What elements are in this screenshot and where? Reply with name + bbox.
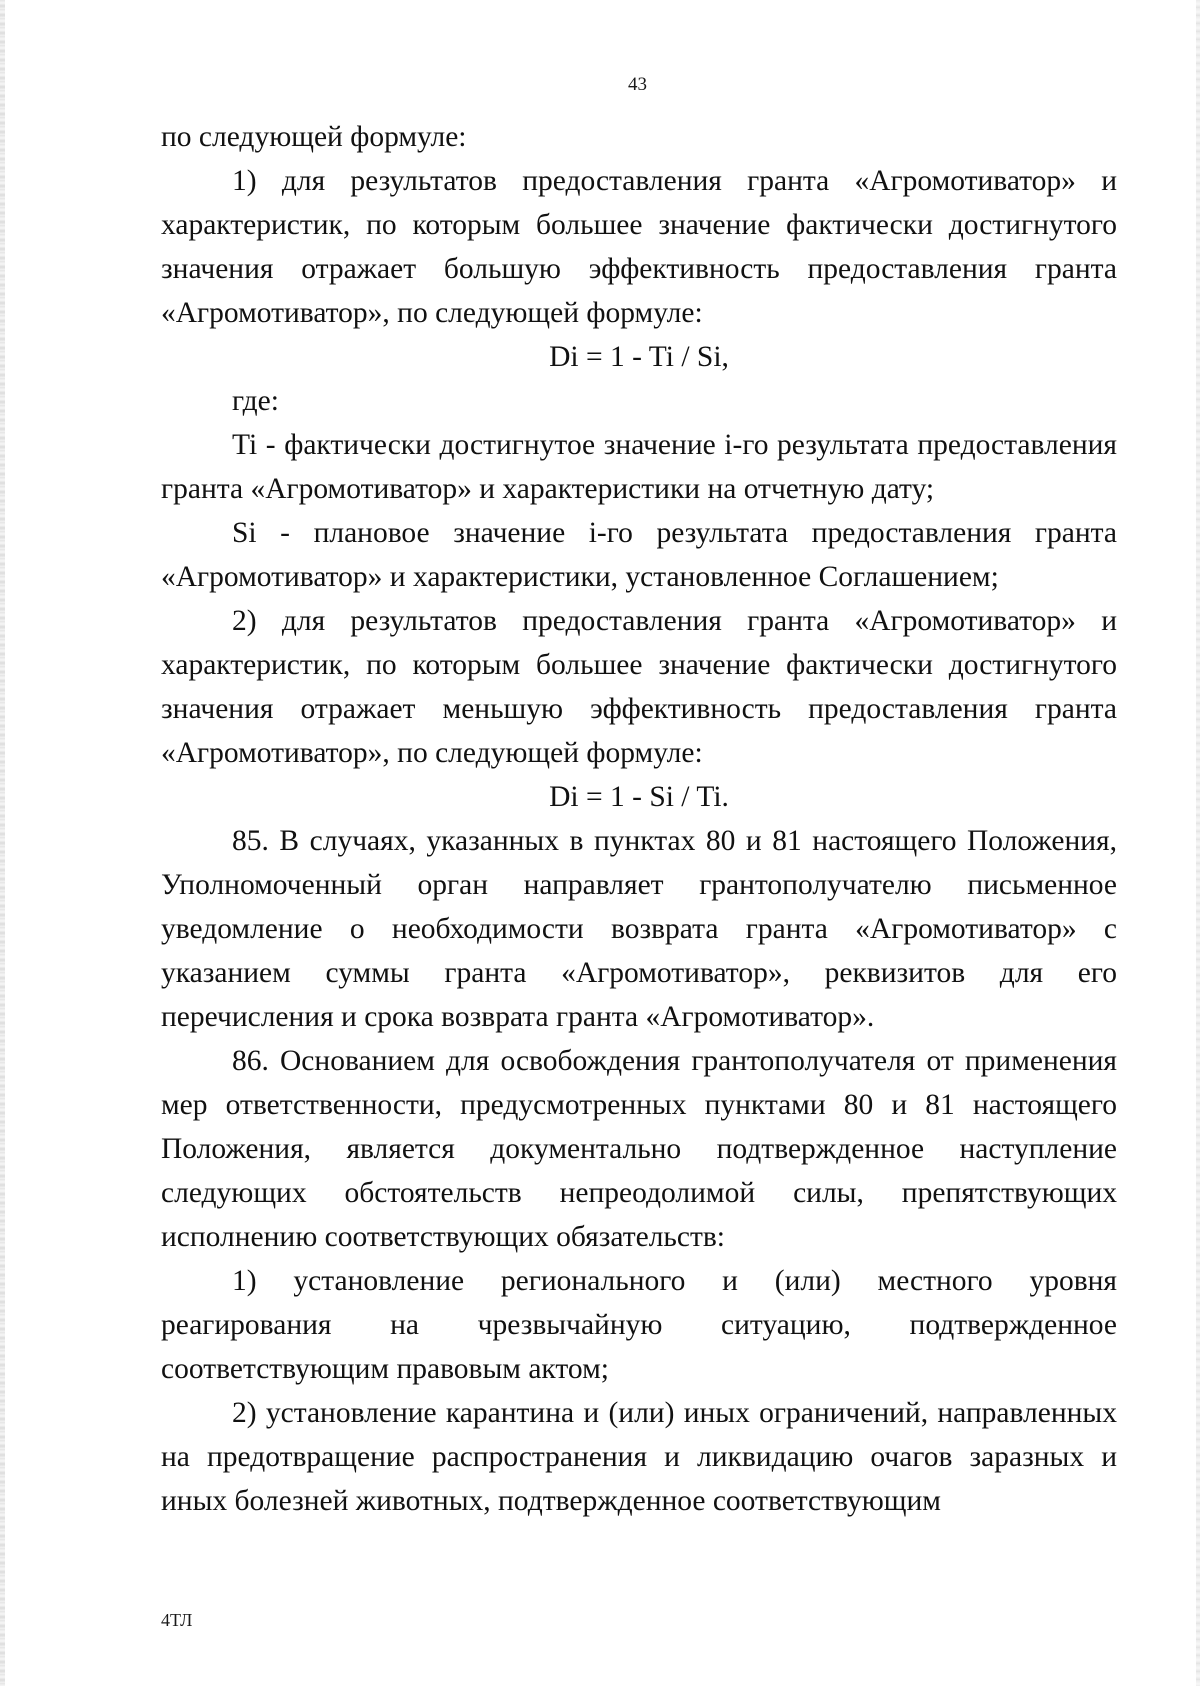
paragraph-86-item-1: 1) установление регионального и (или) местного уровня реагирования на чрезвычайную ситуацию, подтвержденное соответствующим правовым актом; [161,1265,1117,1385]
paragraph-where: где: [232,385,279,417]
paragraph-item-2: 2) для результатов предоставления гранта «Агромотиватор» и характеристик, по которым большее значение фактически достигнутого значения отражает меньшую эффективность предоставления гранта «Агромотиватор», по следующей формуле: [161,605,1117,769]
footer-code: 4ТЛ [161,1610,193,1630]
scan-edge-right [1196,0,1200,1686]
paragraph-ti-definition: Ti - фактически достигнутое значение i-го результата предоставления гранта «Агромотиватор» и характеристики на отчетную дату; [161,429,1117,505]
paragraph-86-item-2: 2) установление карантина и (или) иных ограничений, направленных на предотвращение распространения и ликвидацию очагов заразных и иных болезней животных, подтвержденное соответствующим [161,1397,1117,1517]
formula-1: Di = 1 - Ti / Si, [549,341,729,373]
scan-edge-left [0,0,5,1686]
page-number: 43 [628,74,647,95]
paragraph-86: 86. Основанием для освобождения грантополучателя от применения мер ответственности, предусмотренных пунктами 80 и 81 настоящего Положения, является документально подтвержденное наступление следующих обстоятельств непреодолимой силы, препятствующих исполнению соответствующих обязательств: [161,1045,1117,1253]
formula-2: Di = 1 - Si / Ti. [549,781,729,813]
paragraph-intro: по следующей формуле: [161,121,467,153]
paragraph-si-definition: Si - плановое значение i-го результата предоставления гранта «Агромотиватор» и характеристики, установленное Соглашением; [161,517,1117,593]
document-body [161,115,1117,1523]
paragraph-item-1: 1) для результатов предоставления гранта «Агромотиватор» и характеристик, по которым большее значение фактически достигнутого значения отражает большую эффективность предоставления гранта «Агромотиватор», по следующей формуле: [161,165,1117,329]
paragraph-85: 85. В случаях, указанных в пунктах 80 и 81 настоящего Положения, Уполномоченный орган направляет грантополучателю письменное уведомление о необходимости возврата гранта «Агромотиватор» с указанием суммы гранта «Агромотиватор», реквизитов для его перечисления и срока возврата гранта «Агромотиватор». [161,825,1117,1033]
